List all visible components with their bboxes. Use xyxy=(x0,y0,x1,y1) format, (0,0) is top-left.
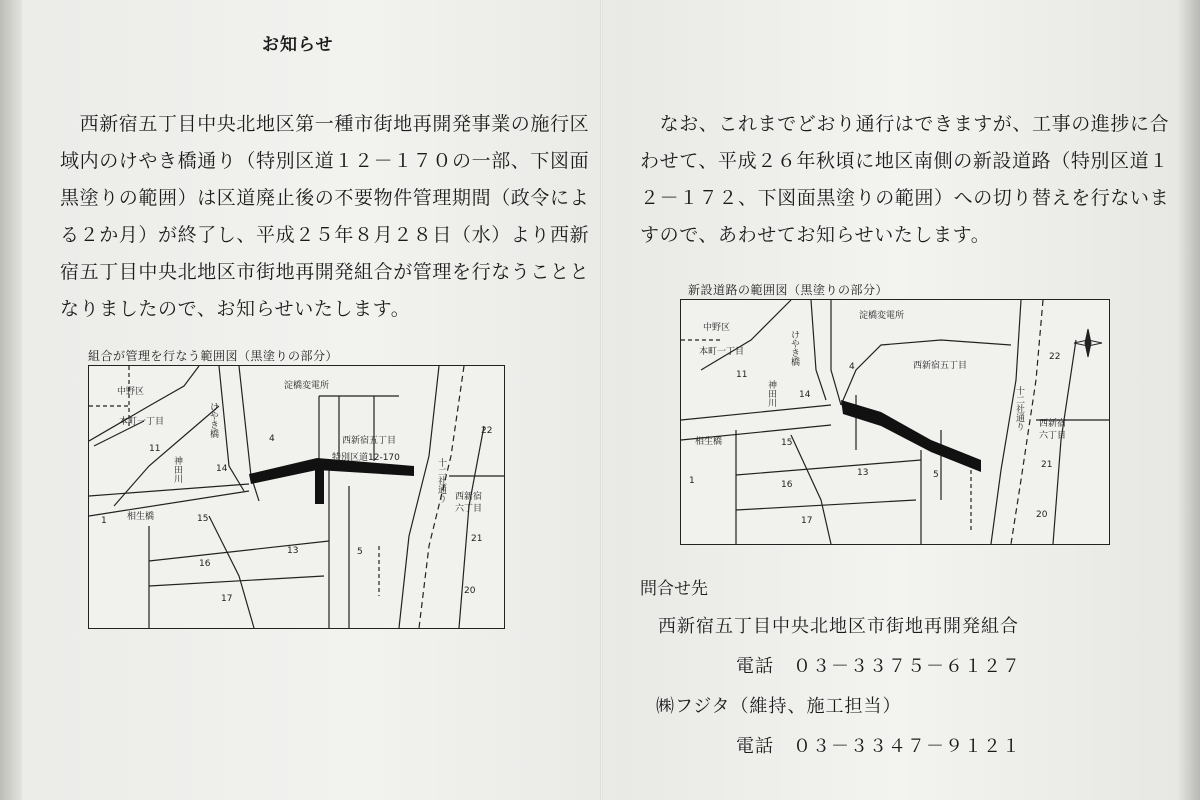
map-label: 22 xyxy=(1049,352,1061,362)
map-label: 4 xyxy=(849,362,855,372)
map-label: 21 xyxy=(1041,460,1053,470)
map-label: 11 xyxy=(736,370,748,380)
paragraph-line: 域内のけやき橋通り（特別区道１２－１７０の一部、下図面 xyxy=(60,150,590,172)
paragraph-line: すので、あわせてお知らせいたします。 xyxy=(640,224,991,246)
right-map-caption: 新設道路の範囲図（黒塗りの部分） xyxy=(688,283,889,297)
north-arrow-icon xyxy=(1073,328,1103,358)
right-paragraph xyxy=(640,106,1169,254)
right-map xyxy=(680,299,1110,545)
map-label: 16 xyxy=(781,480,793,490)
map-label: 六丁目 xyxy=(455,504,483,514)
map-label: 中野区 xyxy=(117,387,145,397)
map-label: 16 xyxy=(199,559,211,569)
paragraph-line: なお、これまでどおり通行はできますが、工事の進捗に合 xyxy=(640,113,1170,135)
paragraph-line: ２－１７２、下図面黒塗りの範囲）への切り替えを行ないま xyxy=(640,187,1170,209)
map-label: 六丁目 xyxy=(1039,431,1067,441)
paragraph-line: る２か月）が終了し、平成２５年８月２８日（水）より西新 xyxy=(60,224,590,246)
map-label: 13 xyxy=(857,468,869,478)
map-label: 中野区 xyxy=(703,323,731,333)
map-label: 1 xyxy=(689,476,695,486)
map-label: 淀橋変電所 xyxy=(284,381,330,391)
map-label: 十二社通り xyxy=(436,458,446,503)
contact-company: ㈱フジタ（維持、施工担当） xyxy=(656,696,902,717)
map-label: 11 xyxy=(149,444,161,454)
map-label: 14 xyxy=(799,390,811,400)
map-label: 相生橋 xyxy=(695,437,723,447)
contact-phone-1: 電話 ０３－３３７５－６１２７ xyxy=(736,656,1021,677)
map-label: 5 xyxy=(357,547,363,557)
paragraph-line: 黒塗りの範囲）は区道廃止後の不要物件管理期間（政令によ xyxy=(60,187,590,209)
left-map-caption: 組合が管理を行なう範囲図（黒塗りの部分） xyxy=(88,349,339,363)
map-label: 17 xyxy=(221,594,233,604)
paragraph-line: なりましたので、お知らせいたします。 xyxy=(60,298,411,320)
map-label: 西新宿 xyxy=(1039,419,1067,429)
paragraph-line: わせて、平成２６年秋頃に地区南側の新設道路（特別区道１ xyxy=(640,150,1169,172)
paragraph-line: 宿五丁目中央北地区市街地再開発組合が管理を行なうことと xyxy=(60,261,590,283)
map-label: 十二社通り xyxy=(1014,386,1024,431)
map-label: 神田川 xyxy=(172,456,182,483)
map-label: 15 xyxy=(197,514,209,524)
contact-organization: 西新宿五丁目中央北地区市街地再開発組合 xyxy=(658,616,1019,637)
map-label: 20 xyxy=(464,586,476,596)
left-map xyxy=(88,365,505,629)
map-label: 22 xyxy=(481,426,493,436)
map-label: 5 xyxy=(933,470,939,480)
map-label: 20 xyxy=(1036,510,1048,520)
map-label: 西新宿 xyxy=(455,492,483,502)
map-label: 本町一丁目 xyxy=(699,347,745,357)
paper-edge-left xyxy=(0,0,22,800)
managed-road-spur xyxy=(315,462,324,504)
map-label: 4 xyxy=(269,434,275,444)
map-label: けやき橋 xyxy=(789,330,799,366)
paragraph-line: 西新宿五丁目中央北地区第一種市街地再開発事業の施行区 xyxy=(60,113,590,135)
map-label: 西新宿五丁目 xyxy=(342,436,397,446)
map-label: 1 xyxy=(101,516,107,526)
left-paragraph xyxy=(60,106,589,328)
map-label: 淀橋変電所 xyxy=(859,311,905,321)
map-label: 14 xyxy=(216,464,228,474)
contact-phone-2: 電話 ０３－３３４７－９１２１ xyxy=(736,736,1021,757)
map-label: けやき橋 xyxy=(208,402,218,438)
map-label: 西新宿五丁目 xyxy=(913,361,968,371)
contact-heading: 問合せ先 xyxy=(640,579,708,599)
page-fold xyxy=(600,0,603,800)
map-label: 本町一丁目 xyxy=(119,417,165,427)
map-label: 15 xyxy=(781,438,793,448)
map-label: 相生橋 xyxy=(127,512,155,522)
map-label: 神田川 xyxy=(766,380,776,407)
notice-title: お知らせ xyxy=(262,35,334,55)
map-label: 17 xyxy=(801,516,813,526)
map-label: 13 xyxy=(287,546,299,556)
paper-edge-right xyxy=(1178,0,1200,800)
map-label: 特別区道12-170 xyxy=(332,453,400,463)
map-label: 21 xyxy=(471,534,483,544)
